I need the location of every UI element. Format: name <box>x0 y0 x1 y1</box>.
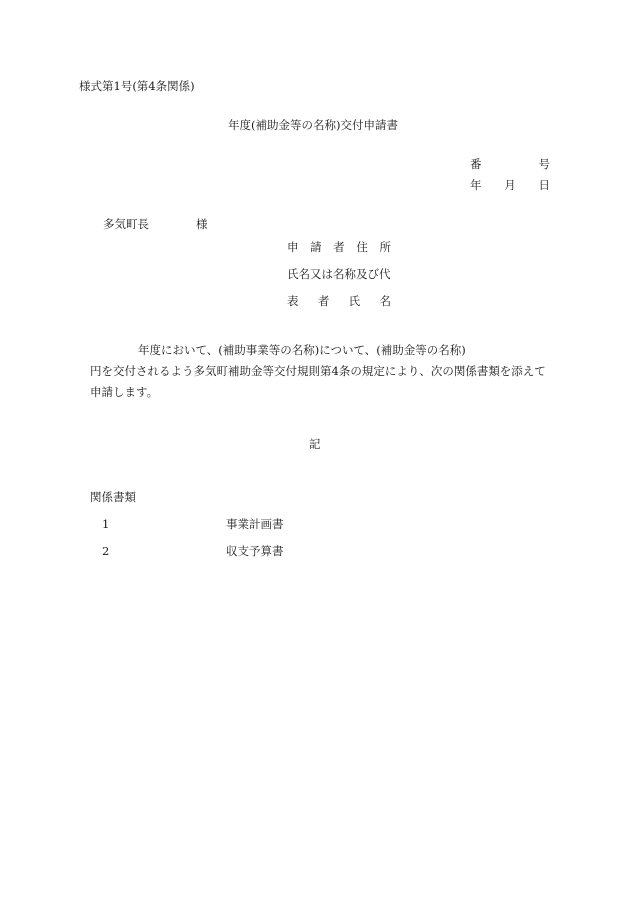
attachments-heading: 関係書類 <box>90 490 136 504</box>
addressee-honorific: 様 <box>196 217 208 231</box>
attachment-name: 収支予算書 <box>226 544 284 558</box>
address-char: 申 <box>287 240 299 254</box>
applicant-name-label: 氏名又は名称及び代 <box>287 267 391 281</box>
address-char: 所 <box>379 240 391 254</box>
date-year: 年 <box>470 178 482 192</box>
rep-char: 氏 <box>348 294 361 308</box>
ki-heading: 記 <box>309 437 321 451</box>
date-month: 月 <box>504 178 516 192</box>
rep-char: 名 <box>379 294 391 308</box>
body-line-1: 年度において、(補助事業等の名称)について、(補助金等の名称) <box>138 343 466 357</box>
number-line <box>470 157 550 171</box>
document-title: 年度(補助金等の名称)交付申請書 <box>228 118 398 132</box>
address-char: 請 <box>310 240 322 254</box>
body-line-3: 申請します。 <box>90 385 159 399</box>
date-line <box>470 178 550 192</box>
address-char: 者 <box>333 240 345 254</box>
attachment-no: 2 <box>102 544 110 558</box>
rep-char: 表 <box>287 294 299 308</box>
body-line-2: 円を交付されるよう多気町補助金等交付規則第4条の規定により、次の関係書類を添えて <box>90 364 546 378</box>
attachment-name: 事業計画書 <box>226 517 284 531</box>
address-char: 住 <box>356 240 368 254</box>
number-ban: 番 <box>470 157 482 171</box>
number-go: 号 <box>538 157 550 171</box>
attachment-no: 1 <box>102 517 110 531</box>
form-label: 様式第1号(第4条関係) <box>79 79 195 93</box>
applicant-rep-label <box>287 294 391 308</box>
applicant-address-label <box>287 240 391 254</box>
rep-char: 者 <box>317 294 330 308</box>
addressee-name: 多気町長 <box>103 217 149 231</box>
date-day: 日 <box>538 178 550 192</box>
